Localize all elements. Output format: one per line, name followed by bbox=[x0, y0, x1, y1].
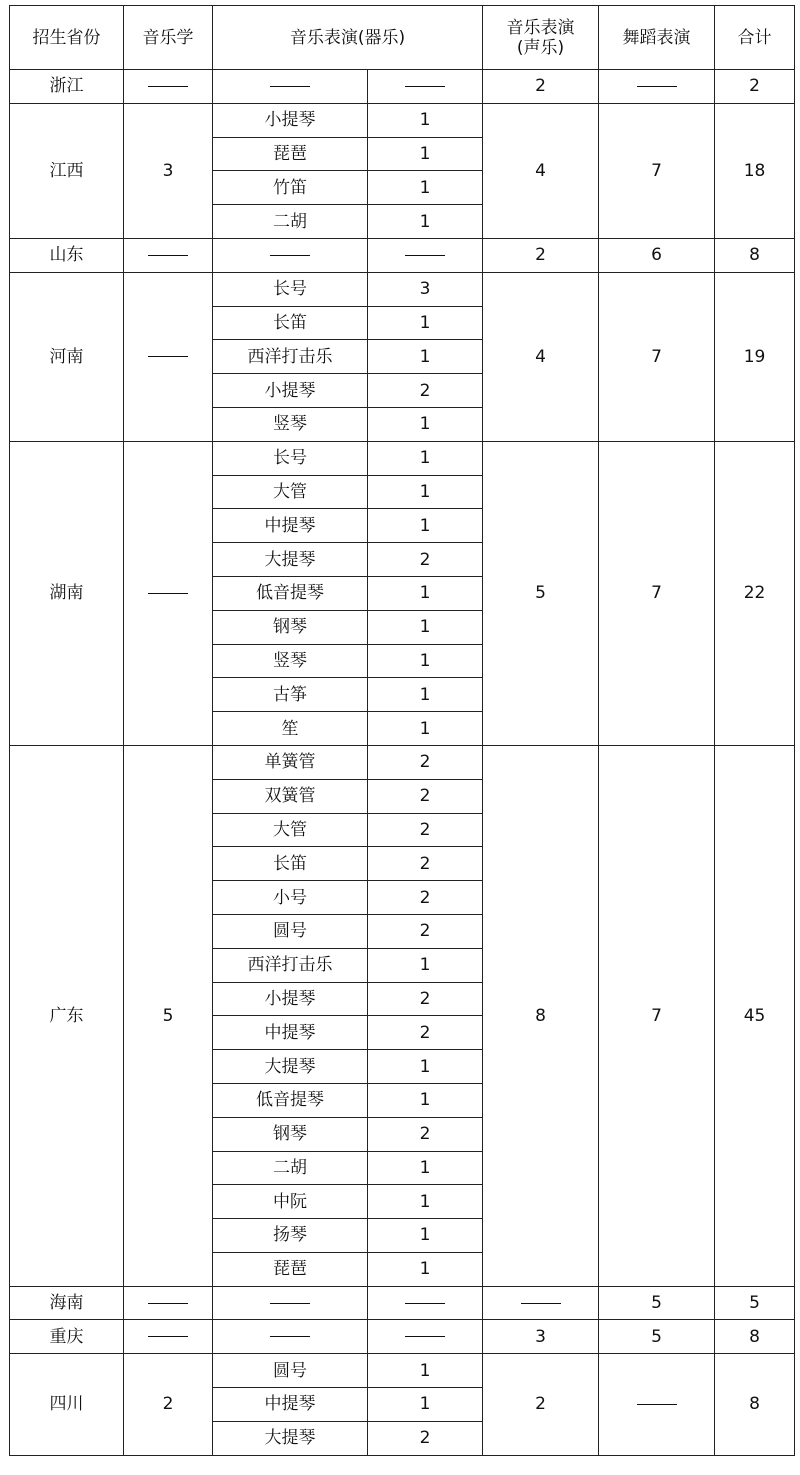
instrument-name-cell bbox=[213, 1320, 368, 1354]
instrument-count-cell: 2 bbox=[368, 881, 483, 915]
instrument-name-cell: 二胡 bbox=[213, 1151, 368, 1185]
instrument-count-cell bbox=[368, 70, 483, 104]
instrument-name-cell bbox=[213, 238, 368, 272]
instrument-name-cell: 长笛 bbox=[213, 306, 368, 340]
vocal-cell: 4 bbox=[483, 103, 599, 238]
vocal-cell: 4 bbox=[483, 272, 599, 441]
table-row bbox=[10, 1320, 795, 1354]
instrument-name-cell: 扬琴 bbox=[213, 1219, 368, 1253]
musicology-cell bbox=[124, 238, 213, 272]
table-row bbox=[10, 1286, 795, 1320]
total-cell: 5 bbox=[715, 1286, 795, 1320]
header-vocal-line2: (声乐) bbox=[516, 37, 565, 58]
musicology-cell bbox=[124, 70, 213, 104]
instrument-name-cell: 西洋打击乐 bbox=[213, 948, 368, 982]
instrument-name-cell: 大提琴 bbox=[213, 543, 368, 577]
instrument-count-cell: 1 bbox=[368, 1050, 483, 1084]
instrument-name-cell: 单簧管 bbox=[213, 745, 368, 779]
dash-mark bbox=[270, 255, 310, 256]
instrument-count-cell: 2 bbox=[368, 1016, 483, 1050]
instrument-count-cell: 1 bbox=[368, 103, 483, 137]
instrument-count-cell: 2 bbox=[368, 543, 483, 577]
province-cell: 湖南 bbox=[10, 441, 124, 745]
dash-mark bbox=[637, 1404, 677, 1405]
dance-cell: 5 bbox=[599, 1320, 715, 1354]
instrument-name-cell: 低音提琴 bbox=[213, 576, 368, 610]
table-row bbox=[10, 745, 795, 779]
vocal-cell: 2 bbox=[483, 1354, 599, 1455]
dash-mark bbox=[405, 86, 445, 87]
instrument-name-cell: 笙 bbox=[213, 712, 368, 746]
dash-mark bbox=[148, 255, 188, 256]
dash-mark bbox=[405, 1303, 445, 1304]
vocal-cell: 5 bbox=[483, 441, 599, 745]
instrument-name-cell: 琵琶 bbox=[213, 1252, 368, 1286]
instrument-count-cell: 1 bbox=[368, 610, 483, 644]
instrument-count-cell: 1 bbox=[368, 407, 483, 441]
instrument-count-cell: 1 bbox=[368, 137, 483, 171]
table-row bbox=[10, 70, 795, 104]
instrument-count-cell: 1 bbox=[368, 1354, 483, 1388]
instrument-name-cell: 西洋打击乐 bbox=[213, 340, 368, 374]
total-cell: 8 bbox=[715, 238, 795, 272]
instrument-name-cell: 低音提琴 bbox=[213, 1083, 368, 1117]
instrument-count-cell: 1 bbox=[368, 441, 483, 475]
instrument-count-cell: 3 bbox=[368, 272, 483, 306]
total-cell: 18 bbox=[715, 103, 795, 238]
dash-mark bbox=[148, 593, 188, 594]
instrument-name-cell: 长笛 bbox=[213, 847, 368, 881]
instrument-name-cell: 中提琴 bbox=[213, 1016, 368, 1050]
header-musicology: 音乐学 bbox=[124, 6, 213, 70]
instrument-name-cell: 大提琴 bbox=[213, 1050, 368, 1084]
total-cell: 45 bbox=[715, 745, 795, 1286]
instrument-count-cell: 2 bbox=[368, 1421, 483, 1455]
table-row bbox=[10, 1354, 795, 1388]
instrument-count-cell: 2 bbox=[368, 982, 483, 1016]
instrument-count-cell: 1 bbox=[368, 1219, 483, 1253]
instrument-name-cell: 小提琴 bbox=[213, 374, 368, 408]
instrument-name-cell: 圆号 bbox=[213, 914, 368, 948]
province-cell: 广东 bbox=[10, 745, 124, 1286]
dance-cell: 7 bbox=[599, 103, 715, 238]
dash-mark bbox=[521, 1303, 561, 1304]
dash-mark bbox=[270, 86, 310, 87]
instrument-name-cell: 二胡 bbox=[213, 205, 368, 239]
header-province: 招生省份 bbox=[10, 6, 124, 70]
instrument-count-cell: 1 bbox=[368, 171, 483, 205]
musicology-cell bbox=[124, 1320, 213, 1354]
header-vocal bbox=[483, 6, 599, 70]
musicology-cell: 2 bbox=[124, 1354, 213, 1455]
musicology-cell: 3 bbox=[124, 103, 213, 238]
instrument-count-cell: 2 bbox=[368, 847, 483, 881]
instrument-name-cell: 小提琴 bbox=[213, 103, 368, 137]
instrument-count-cell: 1 bbox=[368, 1083, 483, 1117]
instrument-name-cell: 大管 bbox=[213, 475, 368, 509]
dance-cell bbox=[599, 1354, 715, 1455]
dance-cell: 7 bbox=[599, 441, 715, 745]
header-total: 合计 bbox=[715, 6, 795, 70]
province-cell: 海南 bbox=[10, 1286, 124, 1320]
dash-mark bbox=[270, 1336, 310, 1337]
instrument-count-cell bbox=[368, 1286, 483, 1320]
dash-mark bbox=[148, 1336, 188, 1337]
dance-cell: 7 bbox=[599, 272, 715, 441]
musicology-cell: 5 bbox=[124, 745, 213, 1286]
dash-mark bbox=[148, 1303, 188, 1304]
instrument-count-cell: 2 bbox=[368, 779, 483, 813]
instrument-name-cell: 古筝 bbox=[213, 678, 368, 712]
instrument-name-cell: 钢琴 bbox=[213, 1117, 368, 1151]
instrument-count-cell: 1 bbox=[368, 1185, 483, 1219]
province-cell: 重庆 bbox=[10, 1320, 124, 1354]
total-cell: 8 bbox=[715, 1320, 795, 1354]
instrument-count-cell bbox=[368, 1320, 483, 1354]
header-instrumental: 音乐表演(器乐) bbox=[213, 6, 483, 70]
vocal-cell: 2 bbox=[483, 238, 599, 272]
instrument-count-cell: 1 bbox=[368, 948, 483, 982]
dash-mark bbox=[148, 86, 188, 87]
musicology-cell bbox=[124, 272, 213, 441]
instrument-count-cell: 1 bbox=[368, 1252, 483, 1286]
instrument-name-cell: 中提琴 bbox=[213, 1388, 368, 1422]
table-row bbox=[10, 441, 795, 475]
table-body bbox=[10, 70, 795, 1456]
instrument-name-cell: 长号 bbox=[213, 272, 368, 306]
instrument-name-cell bbox=[213, 1286, 368, 1320]
instrument-count-cell bbox=[368, 238, 483, 272]
instrument-name-cell: 琵琶 bbox=[213, 137, 368, 171]
header-row bbox=[10, 6, 795, 70]
dash-mark bbox=[405, 255, 445, 256]
dash-mark bbox=[148, 356, 188, 357]
vocal-cell bbox=[483, 1286, 599, 1320]
table-row bbox=[10, 272, 795, 306]
instrument-name-cell: 双簧管 bbox=[213, 779, 368, 813]
province-cell: 四川 bbox=[10, 1354, 124, 1455]
instrument-count-cell: 1 bbox=[368, 644, 483, 678]
dash-mark bbox=[637, 86, 677, 87]
instrument-name-cell: 圆号 bbox=[213, 1354, 368, 1388]
dance-cell: 7 bbox=[599, 745, 715, 1286]
instrument-count-cell: 1 bbox=[368, 340, 483, 374]
instrument-count-cell: 2 bbox=[368, 914, 483, 948]
province-cell: 河南 bbox=[10, 272, 124, 441]
musicology-cell bbox=[124, 1286, 213, 1320]
instrument-name-cell: 大提琴 bbox=[213, 1421, 368, 1455]
table-row bbox=[10, 238, 795, 272]
vocal-cell: 2 bbox=[483, 70, 599, 104]
total-cell: 8 bbox=[715, 1354, 795, 1455]
instrument-name-cell: 钢琴 bbox=[213, 610, 368, 644]
instrument-name-cell: 长号 bbox=[213, 441, 368, 475]
instrument-count-cell: 1 bbox=[368, 306, 483, 340]
instrument-count-cell: 1 bbox=[368, 712, 483, 746]
dance-cell: 6 bbox=[599, 238, 715, 272]
musicology-cell bbox=[124, 441, 213, 745]
header-vocal-line1: 音乐表演 bbox=[506, 17, 575, 38]
instrument-count-cell: 1 bbox=[368, 205, 483, 239]
instrument-name-cell: 竹笛 bbox=[213, 171, 368, 205]
province-cell: 浙江 bbox=[10, 70, 124, 104]
instrument-count-cell: 1 bbox=[368, 1151, 483, 1185]
province-cell: 江西 bbox=[10, 103, 124, 238]
dash-mark bbox=[270, 1303, 310, 1304]
total-cell: 2 bbox=[715, 70, 795, 104]
instrument-name-cell: 竖琴 bbox=[213, 407, 368, 441]
instrument-name-cell: 小提琴 bbox=[213, 982, 368, 1016]
instrument-name-cell: 中提琴 bbox=[213, 509, 368, 543]
dash-mark bbox=[405, 1336, 445, 1337]
instrument-count-cell: 1 bbox=[368, 678, 483, 712]
header-dance: 舞蹈表演 bbox=[599, 6, 715, 70]
table-row bbox=[10, 103, 795, 137]
dance-cell: 5 bbox=[599, 1286, 715, 1320]
instrument-count-cell: 1 bbox=[368, 509, 483, 543]
instrument-name-cell: 中阮 bbox=[213, 1185, 368, 1219]
enrollment-table bbox=[9, 5, 795, 1456]
province-cell: 山东 bbox=[10, 238, 124, 272]
total-cell: 19 bbox=[715, 272, 795, 441]
instrument-count-cell: 1 bbox=[368, 576, 483, 610]
instrument-name-cell bbox=[213, 70, 368, 104]
vocal-cell: 3 bbox=[483, 1320, 599, 1354]
dance-cell bbox=[599, 70, 715, 104]
instrument-count-cell: 2 bbox=[368, 1117, 483, 1151]
instrument-count-cell: 1 bbox=[368, 1388, 483, 1422]
total-cell: 22 bbox=[715, 441, 795, 745]
instrument-name-cell: 小号 bbox=[213, 881, 368, 915]
instrument-name-cell: 竖琴 bbox=[213, 644, 368, 678]
instrument-count-cell: 2 bbox=[368, 813, 483, 847]
instrument-count-cell: 1 bbox=[368, 475, 483, 509]
vocal-cell: 8 bbox=[483, 745, 599, 1286]
instrument-name-cell: 大管 bbox=[213, 813, 368, 847]
instrument-count-cell: 2 bbox=[368, 374, 483, 408]
instrument-count-cell: 2 bbox=[368, 745, 483, 779]
